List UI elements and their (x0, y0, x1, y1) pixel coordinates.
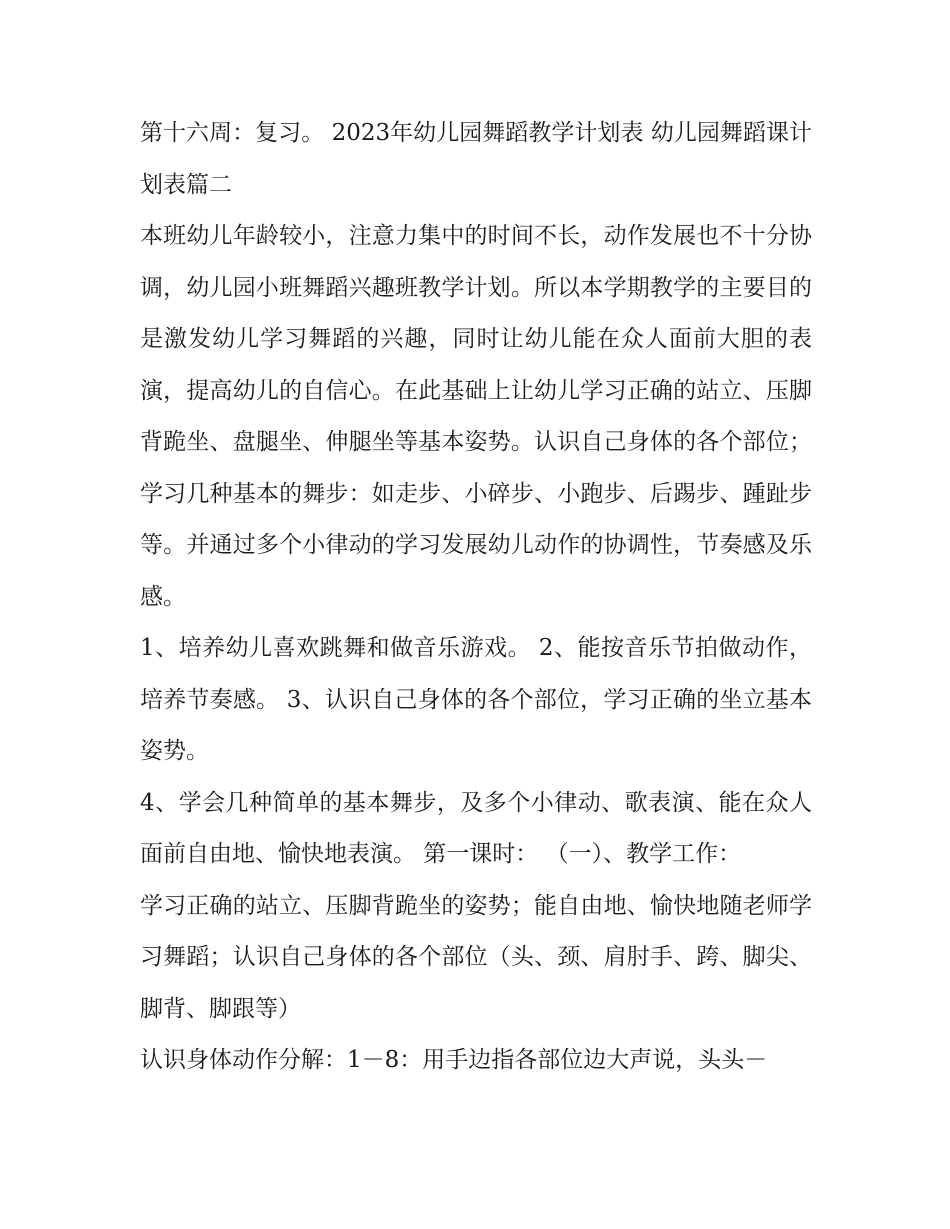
document-body (140, 108, 812, 1087)
paragraph-body-movement: 认识身体动作分解：1－8：用手边指各部位边大声说，头头－ (140, 1047, 768, 1073)
paragraph-goal-4-lesson-1: 4、学会几种简单的基本舞步，及多个小律动、歌表演、能在众人面前自由地、愉快地表演。 第一课时： （一）、教学工作： (140, 789, 812, 867)
paragraph-goals-1-3: 1、培养幼儿喜欢跳舞和做音乐游戏。 2、能按音乐节拍做动作，培养节奏感。 3、认识自己身体的各个部位，学习正确的坐立基本姿势。 (140, 635, 812, 764)
paragraph-class-overview: 本班幼儿年龄较小，注意力集中的时间不长，动作发展也不十分协调，幼儿园小班舞蹈兴趣班教学计划。所以本学期教学的主要目的是激发幼儿学习舞蹈的兴趣，同时让幼儿能在众人面前大胆的表演，提高幼儿的自信心。在此基础上让幼儿学习正确的站立、压脚背跪坐、盘腿坐、伸腿坐等基本姿势。认识自己身体的各个部位；学习几种基本的舞步：如走步、小碎步、小跑步、后踢步、踵趾步等。并通过多个小律动的学习发展幼儿动作的协调性，节奏感及乐感。 (140, 223, 812, 610)
paragraph-lesson-content: 学习正确的站立、压脚背跪坐的姿势；能自由地、愉快地随老师学习舞蹈；认识自己身体的各个部位（头、颈、肩肘手、跨、脚尖、脚背、脚跟等） (140, 892, 812, 1022)
paragraph-week-review: 第十六周：复习。 2023年幼儿园舞蹈教学计划表 幼儿园舞蹈课计划表篇二 (140, 120, 812, 198)
